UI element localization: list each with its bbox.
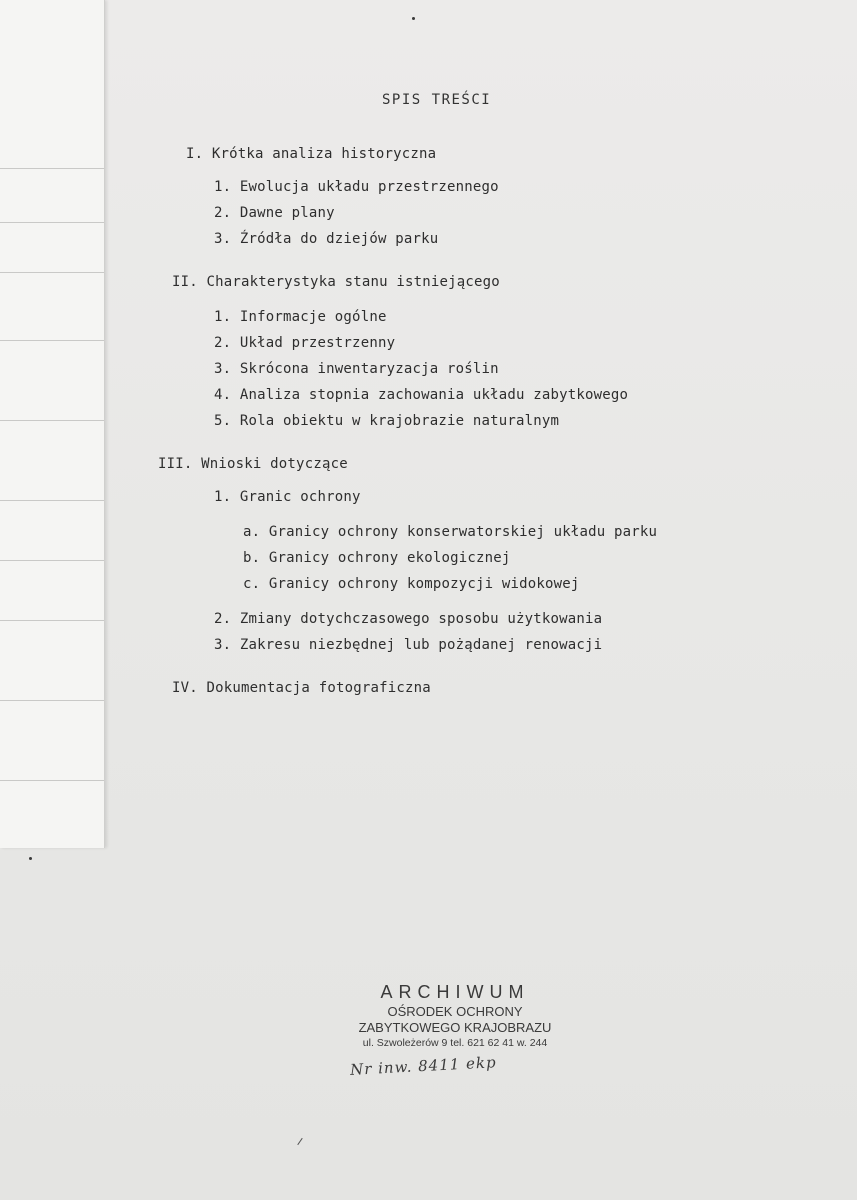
toc-subitem: a. Granicy ochrony konserwatorskiej układu parku (243, 524, 658, 540)
speck (412, 17, 415, 20)
ghost-form-row (0, 700, 104, 745)
handwritten-inventory-number: Nr inw. 8411 ekp (349, 1053, 498, 1079)
toc-item: 2. Układ przestrzenny (214, 335, 396, 351)
stamp-address: ul. Szwoleżerów 9 tel. 621 62 41 w. 244 (362, 1037, 548, 1049)
toc-item: 1. Ewolucja układu przestrzennego (214, 179, 499, 195)
archive-stamp (345, 982, 565, 1049)
ghost-form-row (0, 620, 104, 665)
toc-item: 4. Analiza stopnia zachowania układu zabytkowego (214, 387, 629, 403)
toc-section-3: III. Wnioski dotyczące (158, 456, 348, 472)
toc-item: 1. Informacje ogólne (214, 309, 387, 325)
toc-section-1: I. Krótka analiza historyczna (186, 146, 437, 162)
toc-section-2: II. Charakterystyka stanu istniejącego (172, 274, 500, 290)
ghost-form-row (0, 340, 104, 385)
document-title: SPIS TREŚCI (382, 92, 492, 108)
ghost-form-row (0, 560, 104, 605)
stamp-office-name: OŚRODEK OCHRONY (387, 1004, 523, 1019)
toc-item: 3. Źródła do dziejów parku (214, 231, 439, 247)
ghost-form-row (0, 420, 104, 465)
stamp-archive-label: ARCHIWUM (380, 982, 530, 1002)
stamp-office-name-2: ZABYTKOWEGO KRAJOBRAZU (358, 1020, 552, 1035)
ghost-form-row (0, 272, 104, 317)
ghost-form-row (0, 500, 104, 545)
toc-item: 3. Skrócona inwentaryzacja roślin (214, 361, 499, 377)
toc-subitem: c. Granicy ochrony kompozycji widokowej (243, 576, 580, 592)
ghost-form-row (0, 780, 104, 825)
speck (29, 857, 32, 860)
pen-mark (297, 1138, 302, 1145)
toc-item: 5. Rola obiektu w krajobrazie naturalnym (214, 413, 560, 429)
toc-item: 1. Granic ochrony (214, 489, 361, 505)
ghost-form-row (0, 222, 104, 267)
toc-subitem: b. Granicy ochrony ekologicznej (243, 550, 511, 566)
toc-item: 2. Zmiany dotychczasowego sposobu użytkowania (214, 611, 603, 627)
toc-item: 3. Zakresu niezbędnej lub pożądanej renowacji (214, 637, 603, 653)
toc-section-4: IV. Dokumentacja fotograficzna (172, 680, 431, 696)
ghost-form-row (0, 168, 104, 213)
underlying-sheet-edge (0, 0, 105, 848)
toc-item: 2. Dawne plany (214, 205, 335, 221)
